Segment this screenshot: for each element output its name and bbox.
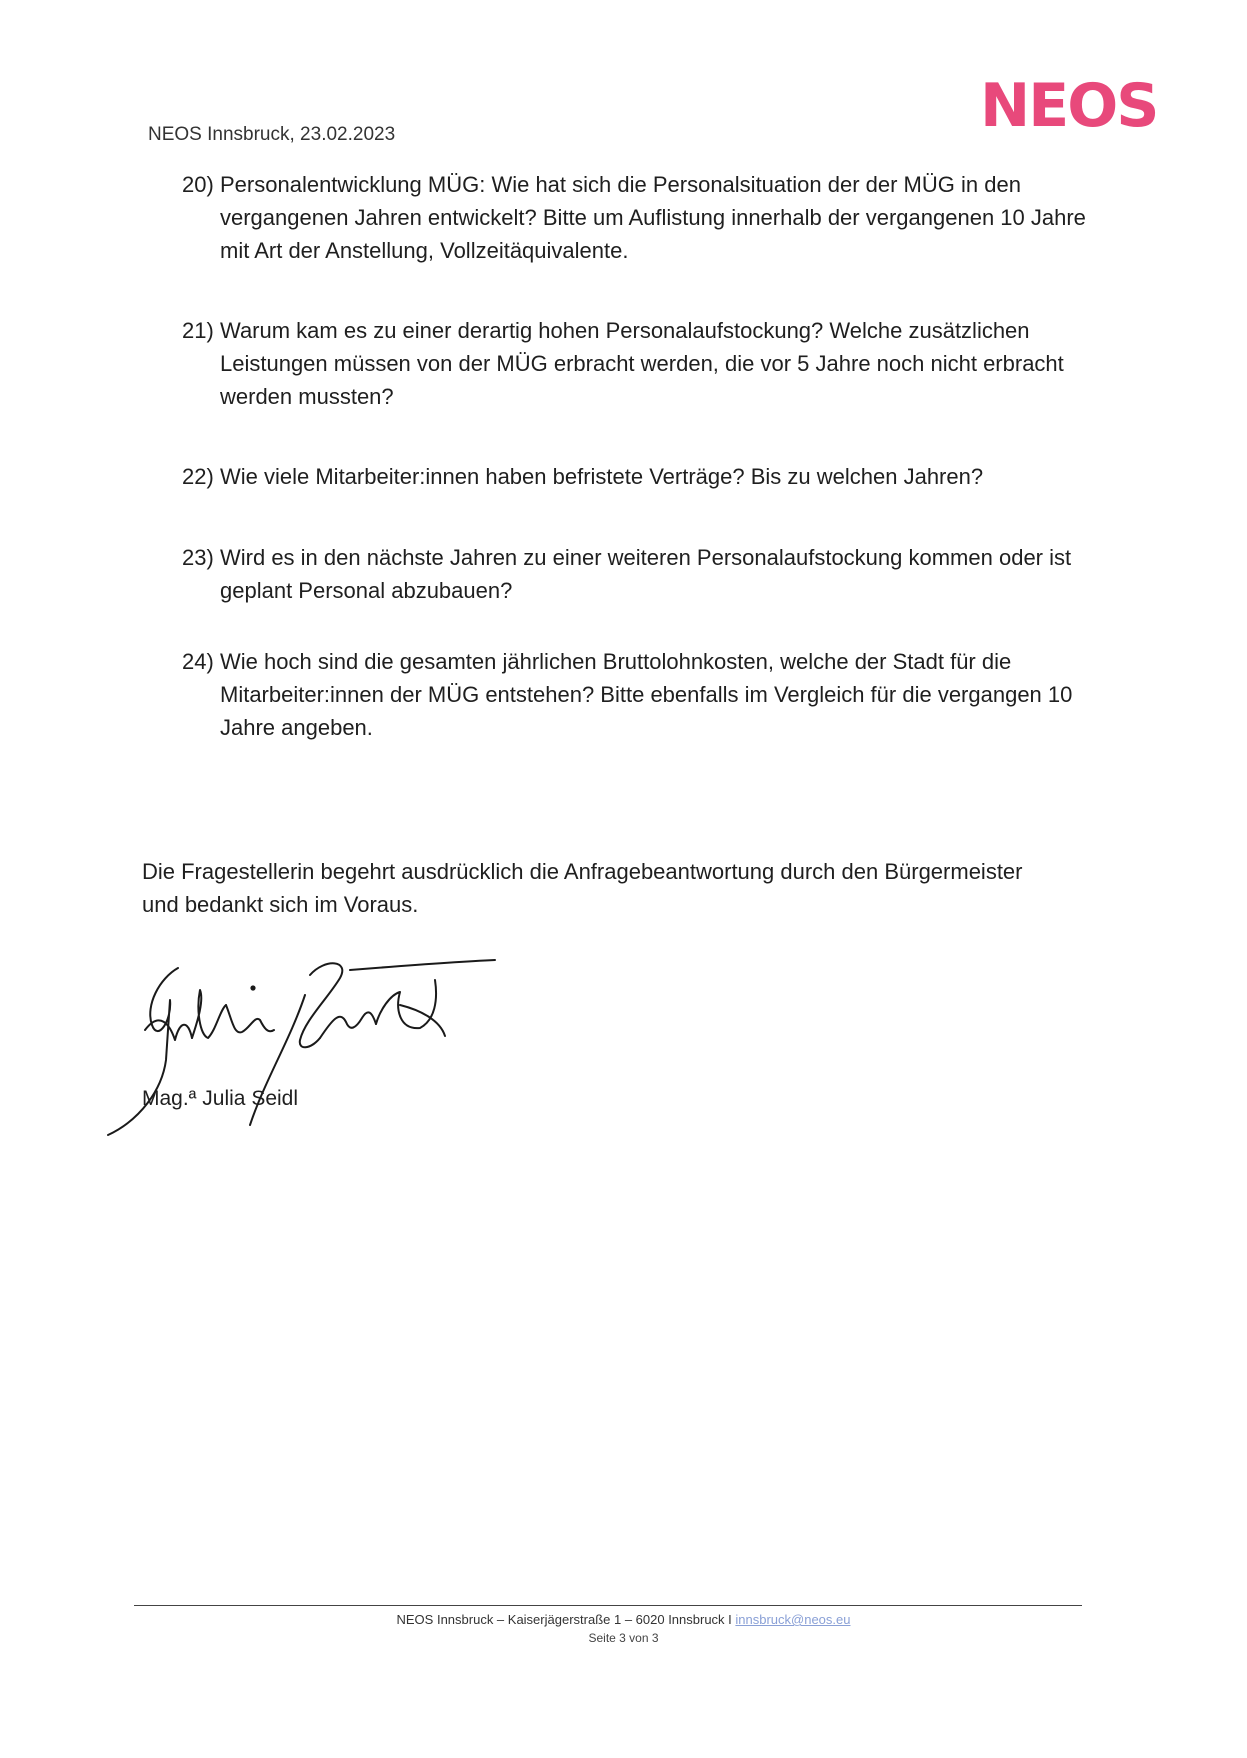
handwritten-signature xyxy=(100,950,560,1145)
question-text: Personalentwicklung MÜG: Wie hat sich die Personalsituation der der MÜG in den vergangenen Jahren entwickelt? Bitte um Auflistung innerhalb der vergangenen 10 Jahre mit Art der Anstellung, Vollzeitäquivalente. xyxy=(220,172,1086,263)
question-item-21 xyxy=(182,314,1102,413)
question-number: 22) xyxy=(182,464,214,489)
question-text: Wird es in den nächste Jahren zu einer weiteren Personalaufstockung kommen oder ist geplant Personal abzubauen? xyxy=(220,545,1072,603)
question-number: 20) xyxy=(182,172,214,197)
question-text: Warum kam es zu einer derartig hohen Personalaufstockung? Welche zusätzlichen Leistungen müssen von der MÜG erbracht werden, die vor 5 Jahre noch nicht erbracht werden mussten? xyxy=(220,318,1064,409)
footer-page-number: Seite 3 von 3 xyxy=(588,1631,659,1645)
question-item-23 xyxy=(182,541,1102,607)
question-number: 23) xyxy=(182,545,214,570)
closing-paragraph: Die Fragestellerin begehrt ausdrücklich die Anfragebeantwortung durch den Bürgermeister und bedankt sich im Voraus. xyxy=(142,859,1023,917)
question-text: Wie hoch sind die gesamten jährlichen Bruttolohnkosten, welche der Stadt für die Mitarbeiter:innen der MÜG entstehen? Bitte ebenfalls im Vergleich für die vergangen 10 Jahre angeben. xyxy=(220,649,1073,740)
question-number: 21) xyxy=(182,318,214,343)
footer-address: NEOS Innsbruck – Kaiserjägerstraße 1 – 6020 Innsbruck I xyxy=(396,1612,736,1627)
question-number: 24) xyxy=(182,649,214,674)
question-item-22 xyxy=(182,460,1102,493)
footer-address-line xyxy=(0,1612,1247,1627)
header-date-line: NEOS Innsbruck, 23.02.2023 xyxy=(148,124,396,145)
question-item-20 xyxy=(182,168,1102,267)
footer-divider xyxy=(134,1605,1082,1606)
signer-name: Mag.ª Julia Seidl xyxy=(142,1087,299,1110)
neos-logo: NEOS xyxy=(980,71,1158,141)
question-item-24 xyxy=(182,645,1102,744)
question-text: Wie viele Mitarbeiter:innen haben befristete Verträge? Bis zu welchen Jahren? xyxy=(220,464,984,489)
footer-email-link[interactable]: innsbruck@neos.eu xyxy=(735,1612,851,1627)
